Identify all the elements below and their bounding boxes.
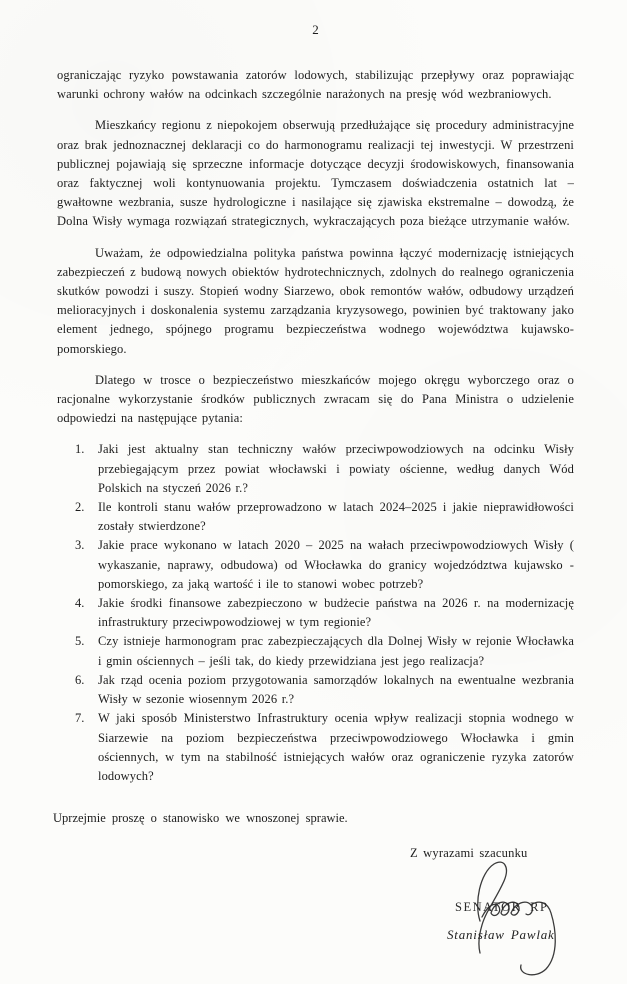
question-number: 3.	[75, 538, 85, 553]
question-item	[75, 594, 574, 632]
question-text: Jaki jest aktualny stan techniczny wałów przeciwpowodziowych na odcinku Wisły przebiegającym przez powiat włocławski i powiaty ościenne, według danych Wód Polskich na styczeń 2026 r.?	[98, 442, 574, 495]
question-item	[75, 671, 574, 709]
question-number: 7.	[75, 711, 85, 726]
closing-request: Uprzejmie proszę o stanowisko we wnoszonej sprawie.	[53, 811, 348, 826]
page-number: 2	[312, 22, 319, 37]
question-text: Jak rząd ocenia poziom przygotowania samorządów lokalnych na ewentualne wezbrania Wisły w sezonie wiosennym 2026 r.?	[98, 672, 574, 707]
closing-salutation: Z wyrazami szacunku	[410, 846, 528, 861]
signer-name: Stanisław Pawlak	[447, 927, 555, 943]
question-item	[75, 709, 574, 786]
signature-block	[57, 837, 574, 977]
question-number: 2.	[75, 500, 85, 515]
question-item	[75, 632, 574, 670]
questions-list	[75, 440, 574, 786]
question-number: 6.	[75, 672, 85, 687]
question-item	[75, 498, 574, 536]
question-text: Czy istnieje harmonogram prac zabezpieczających dla Dolnej Wisły w rejonie Włocławka i gmin ościennych – jeśli tak, do kiedy przewidziana jest jego realizacja?	[98, 634, 574, 668]
signer-title: SENATOR RP	[455, 900, 549, 915]
paragraph-questions-intro: Dlatego w trosce o bezpieczeństwo mieszkańców mojego okręgu wyborczego oraz o racjonalne wykorzystanie środków publicznych zwracam się do Pana Ministra o udzielenie odpowiedzi na następujące pytania:	[57, 372, 574, 426]
paragraph-continuation: ograniczając ryzyko powstawania zatorów lodowych, stabilizując przepływy oraz poprawiając warunki ochrony wałów na odcinkach szczególnie narażonych na presję wód wezbraniowych.	[57, 68, 574, 102]
question-text: Jakie prace wykonano w latach 2020 – 2025 na wałach przeciwpowodziowych Wisły ( wykaszanie, naprawy, odbudowa) od Włocławka do granicy wojedzództwa kujawsko - pomorskiego, za jaką wartość i ile to stanowi wobec potrzeb?	[98, 538, 574, 591]
question-number: 1.	[75, 442, 85, 457]
question-text: Ile kontroli stanu wałów przeprowadzono w latach 2024–2025 i jakie nieprawidłowości zostały stwierdzone?	[98, 500, 574, 534]
question-number: 5.	[75, 634, 85, 649]
paragraph-residents-concern: Mieszkańcy regionu z niepokojem obserwują przedłużające się procedury administracyjne oraz brak jednoznacznej deklaracji co do harmonogramu realizacji tej inwestycji. W przestrzeni publicznej pojawiają się sprzeczne informacje dotyczące decyzji środowiskowych, finansowania oraz faktycznej woli kontynuowania projektu. Tymczasem doświadczenia ostatnich lat – gwałtowne wezbrania, susze hydrologiczne i nasilające się zjawiska ekstremalne – dowodzą, że Dolna Wisły wymaga rozwiązań strategicznych, wykraczających poza bieżące utrzymanie wałów.	[57, 118, 574, 229]
question-text: Jakie środki finansowe zabezpieczono w budżecie państwa na 2026 r. na modernizację infrastruktury przeciwpowodziowej w tym regionie?	[98, 596, 574, 630]
paragraph-policy-opinion: Uważam, że odpowiedzialna polityka państwa powinna łączyć modernizację istniejących zabezpieczeń z budową nowych obiektów hydrotechnicznych, zdolnych do realnego ograniczenia skutków powodzi i suszy. Stopień wodny Siarzewo, obok remontów wałów, odbudowy urządzeń melioracyjnych i doskonalenia systemu zarządzania kryzysowego, powinien być traktowany jako element jednego, spójnego programu bezpieczeństwa wodnego województwa kujawsko-pomorskiego.	[57, 245, 574, 356]
letter-body	[57, 66, 574, 428]
question-text: W jaki sposób Ministerstwo Infrastruktury ocenia wpływ realizacji stopnia wodnego w Siarzewie na poziom bezpieczeństwa przeciwpowodziowego Włocławka i gmin ościennych, w tym na stabilność istniejących wałów oraz ograniczenie ryzyka zatorów lodowych?	[98, 711, 574, 783]
question-number: 4.	[75, 596, 85, 611]
signature-scribble	[442, 859, 602, 984]
question-item	[75, 536, 574, 594]
question-item	[75, 440, 574, 498]
